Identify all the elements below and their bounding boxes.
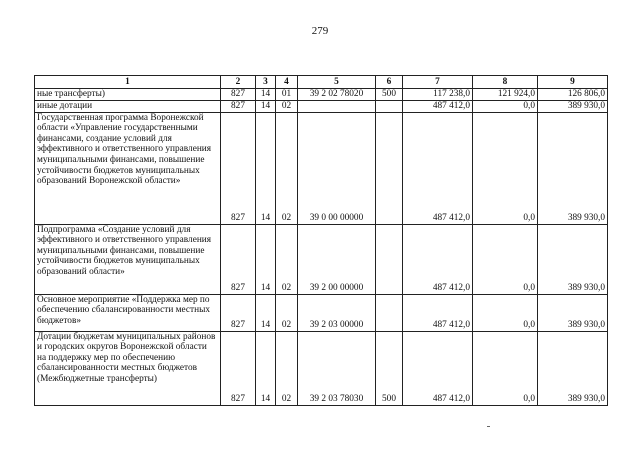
subsection-code: 02: [276, 224, 298, 294]
amount-year-3: 389 930,0: [538, 331, 608, 405]
table-row: [35, 89, 608, 101]
scan-mark: [487, 426, 490, 427]
header-cell: 5: [298, 76, 376, 89]
amount-year-1: 487 412,0: [403, 112, 473, 224]
ved-code: 827: [221, 89, 256, 101]
header-cell: 4: [276, 76, 298, 89]
amount-year-2: 121 924,0: [473, 89, 538, 101]
section-code: 14: [256, 112, 276, 224]
header-cell: 3: [256, 76, 276, 89]
subsection-code: 02: [276, 112, 298, 224]
target-article-code: [298, 101, 376, 113]
section-code: 14: [256, 224, 276, 294]
amount-year-1: 117 238,0: [403, 89, 473, 101]
expense-type-code: [376, 112, 403, 224]
page-number: 279: [311, 25, 329, 37]
row-name: Основное мероприятие «Поддержка мер по обеспечению сбалансированности местных бюджетов»: [35, 294, 221, 331]
ved-code: 827: [221, 294, 256, 331]
expense-type-code: 500: [376, 331, 403, 405]
amount-year-2: 0,0: [473, 331, 538, 405]
target-article-code: 39 2 03 00000: [298, 294, 376, 331]
row-name: Подпрограмма «Создание условий для эффективного и ответственного управления муниципальными финансами, повышение устойчивости бюджетов муниципальных образований области»: [35, 224, 221, 294]
amount-year-3: 389 930,0: [538, 101, 608, 113]
header-cell: 8: [473, 76, 538, 89]
header-cell: 6: [376, 76, 403, 89]
amount-year-1: 487 412,0: [403, 331, 473, 405]
amount-year-3: 389 930,0: [538, 294, 608, 331]
subsection-code: 02: [276, 331, 298, 405]
header-cell: 7: [403, 76, 473, 89]
row-name: Государственная программа Воронежской области «Управление государственными финансами, создание условий для эффективного и ответственного управления муниципальными финансами, повышение устойчивости бюджетов муниципальных образований Воронежской области»: [35, 112, 221, 224]
target-article-code: 39 2 02 78020: [298, 89, 376, 101]
amount-year-1: 487 412,0: [403, 294, 473, 331]
header-cell: 1: [35, 76, 221, 89]
table-row: [35, 224, 608, 294]
amount-year-3: 126 806,0: [538, 89, 608, 101]
amount-year-2: 0,0: [473, 112, 538, 224]
expense-type-code: 500: [376, 89, 403, 101]
target-article-code: 39 2 00 00000: [298, 224, 376, 294]
amount-year-2: 0,0: [473, 294, 538, 331]
expense-type-code: [376, 294, 403, 331]
header-row: [35, 76, 608, 89]
section-code: 14: [256, 331, 276, 405]
table-row: [35, 294, 608, 331]
row-name: ные трансферты): [35, 89, 221, 101]
ved-code: 827: [221, 112, 256, 224]
header-cell: 2: [221, 76, 256, 89]
amount-year-1: 487 412,0: [403, 224, 473, 294]
target-article-code: 39 0 00 00000: [298, 112, 376, 224]
section-code: 14: [256, 89, 276, 101]
expense-type-code: [376, 101, 403, 113]
budget-table: [34, 75, 608, 406]
table-row: [35, 112, 608, 224]
row-name: иные дотации: [35, 101, 221, 113]
amount-year-3: 389 930,0: [538, 112, 608, 224]
amount-year-1: 487 412,0: [403, 101, 473, 113]
subsection-code: 02: [276, 294, 298, 331]
table-row: [35, 331, 608, 405]
header-cell: 9: [538, 76, 608, 89]
section-code: 14: [256, 101, 276, 113]
expense-type-code: [376, 224, 403, 294]
subsection-code: 01: [276, 89, 298, 101]
table-row: [35, 101, 608, 113]
amount-year-3: 389 930,0: [538, 224, 608, 294]
subsection-code: 02: [276, 101, 298, 113]
section-code: 14: [256, 294, 276, 331]
ved-code: 827: [221, 331, 256, 405]
ved-code: 827: [221, 101, 256, 113]
amount-year-2: 0,0: [473, 101, 538, 113]
target-article-code: 39 2 03 78030: [298, 331, 376, 405]
ved-code: 827: [221, 224, 256, 294]
amount-year-2: 0,0: [473, 224, 538, 294]
row-name: Дотации бюджетам муниципальных районов и городских округов Воронежской области на поддержку мер по обеспечению сбалансированности местных бюджетов (Межбюджетные трансферты): [35, 331, 221, 405]
